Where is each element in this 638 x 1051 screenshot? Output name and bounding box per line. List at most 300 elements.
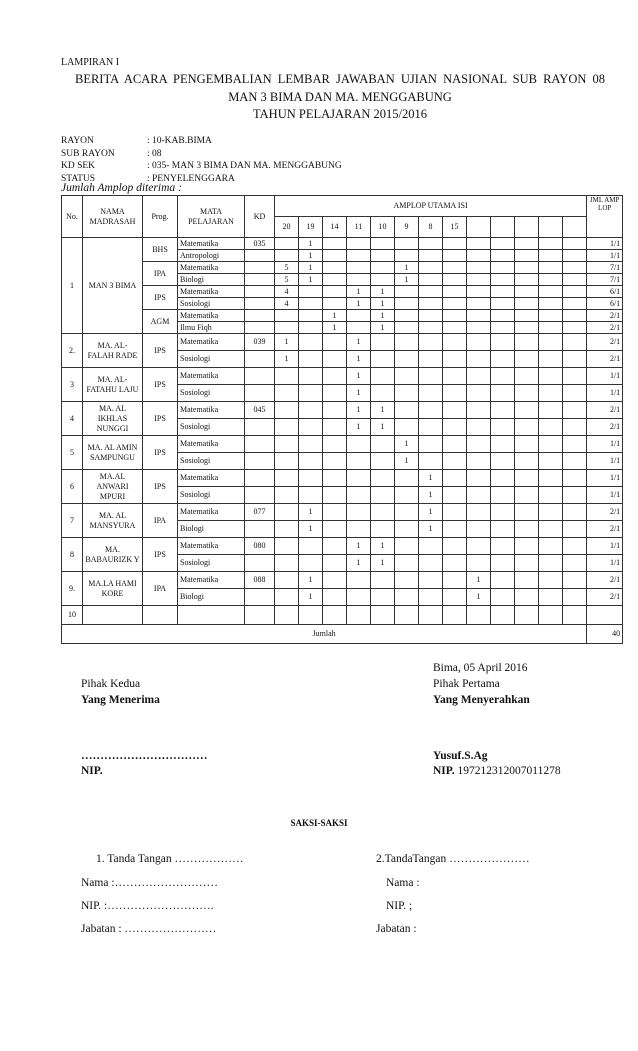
row-value <box>275 385 299 402</box>
row-value <box>323 453 347 470</box>
row-value <box>443 538 467 555</box>
info-value: : 10-KAB.BIMA <box>147 136 212 146</box>
row-value <box>443 589 467 606</box>
row-kd: 045 <box>245 402 275 419</box>
row-value: 1 <box>299 589 323 606</box>
left-signer-name: …………………………… <box>81 750 208 762</box>
row-value: 1 <box>347 334 371 351</box>
row-value <box>563 555 587 572</box>
row-value <box>371 238 395 250</box>
row-kd: 080 <box>245 538 275 555</box>
row-mapel: Matematika <box>178 368 245 385</box>
row-value <box>395 521 419 538</box>
row-madrasah: MA. AL IKHLAS NUNGGI <box>83 402 143 436</box>
empty-cell <box>563 606 587 625</box>
row-no: 9. <box>62 572 83 606</box>
row-value <box>419 385 443 402</box>
row-value <box>467 436 491 453</box>
row-value <box>467 504 491 521</box>
row-value: 1 <box>347 368 371 385</box>
row-value <box>515 298 539 310</box>
row-value: 1 <box>467 589 491 606</box>
info-row <box>61 148 342 161</box>
row-value <box>563 402 587 419</box>
header-amplop: AMPLOP UTAMA ISI <box>275 196 587 217</box>
row-value <box>491 453 515 470</box>
row-value <box>563 238 587 250</box>
table-row <box>62 538 623 555</box>
left-signer-nip: NIP. <box>81 765 103 777</box>
row-value <box>443 453 467 470</box>
row-mapel: Sosiologi <box>178 298 245 310</box>
row-value <box>395 298 419 310</box>
row-value <box>275 402 299 419</box>
row-madrasah: MA.LA HAMI KORE <box>83 572 143 606</box>
row-value <box>443 470 467 487</box>
row-value <box>539 521 563 538</box>
row-value <box>347 238 371 250</box>
row-value <box>371 453 395 470</box>
col-header <box>491 217 515 238</box>
row-value <box>491 298 515 310</box>
row-jml: 1/1 <box>587 436 623 453</box>
row-value <box>299 538 323 555</box>
row-value <box>419 419 443 436</box>
row-value <box>539 351 563 368</box>
row-mapel: Sosiologi <box>178 385 245 402</box>
row-value: 1 <box>299 262 323 274</box>
row-value <box>299 487 323 504</box>
row-value <box>539 310 563 322</box>
row-value <box>563 453 587 470</box>
row-value <box>419 274 443 286</box>
row-value <box>419 262 443 274</box>
empty-cell <box>467 606 491 625</box>
row-value: 1 <box>371 286 395 298</box>
row-value: 1 <box>371 538 395 555</box>
row-jml: 1/1 <box>587 385 623 402</box>
empty-cell <box>245 606 275 625</box>
row-value <box>467 521 491 538</box>
row-value <box>395 470 419 487</box>
row-value <box>443 334 467 351</box>
row-value <box>515 453 539 470</box>
row-jml: 2/1 <box>587 504 623 521</box>
row-value <box>419 368 443 385</box>
row-mapel: Matematika <box>178 470 245 487</box>
table-row <box>62 436 623 453</box>
row-jml: 1/1 <box>587 487 623 504</box>
row-value: 1 <box>419 470 443 487</box>
row-value <box>419 589 443 606</box>
row-value <box>443 286 467 298</box>
row-value <box>323 351 347 368</box>
row-value <box>539 368 563 385</box>
row-value <box>299 453 323 470</box>
row-value <box>443 385 467 402</box>
right-nip-value: 197212312007011278 <box>457 765 561 777</box>
row-value <box>275 453 299 470</box>
right-nip-label: NIP. <box>433 765 455 777</box>
row-value <box>467 470 491 487</box>
row-value <box>491 521 515 538</box>
row-value: 1 <box>419 521 443 538</box>
row-kd <box>245 368 275 385</box>
saksi-2-jabatan: Jabatan : <box>376 923 417 935</box>
row-value <box>563 538 587 555</box>
row-value <box>323 274 347 286</box>
header-prog: Prog. <box>143 196 178 238</box>
row-value: 1 <box>347 419 371 436</box>
row-value <box>299 470 323 487</box>
row-value <box>467 538 491 555</box>
row-jml: 1/1 <box>587 368 623 385</box>
row-jml: 1/1 <box>587 538 623 555</box>
row-value <box>491 238 515 250</box>
row-mapel: Sosiologi <box>178 555 245 572</box>
row-value <box>539 322 563 334</box>
row-value: 1 <box>371 402 395 419</box>
row-value <box>539 262 563 274</box>
row-value: 1 <box>299 274 323 286</box>
row-value <box>515 572 539 589</box>
row-value <box>275 470 299 487</box>
row-value <box>419 572 443 589</box>
row-value: 1 <box>347 298 371 310</box>
empty-cell <box>143 606 178 625</box>
row-value <box>491 286 515 298</box>
row-value: 5 <box>275 262 299 274</box>
row-prog: IPS <box>143 436 178 470</box>
saksi-1-nip: NIP. :………………………. <box>81 900 214 912</box>
row-value <box>371 470 395 487</box>
row-value <box>395 334 419 351</box>
row-kd <box>245 250 275 262</box>
empty-cell <box>83 606 143 625</box>
row-value <box>491 351 515 368</box>
row-value <box>467 351 491 368</box>
row-value <box>347 504 371 521</box>
col-header <box>563 217 587 238</box>
row-prog: IPS <box>143 368 178 402</box>
row-value <box>395 385 419 402</box>
row-kd <box>245 453 275 470</box>
row-value <box>419 322 443 334</box>
row-value <box>491 250 515 262</box>
row-value: 1 <box>467 572 491 589</box>
row-value <box>539 298 563 310</box>
row-jml: 1/1 <box>587 453 623 470</box>
empty-cell <box>275 606 299 625</box>
row-value <box>347 262 371 274</box>
row-value: 1 <box>323 310 347 322</box>
row-value <box>491 385 515 402</box>
right-signer-name: Yusuf.S.Ag <box>433 750 488 762</box>
row-kd <box>245 470 275 487</box>
row-value <box>563 250 587 262</box>
row-value <box>467 334 491 351</box>
row-value <box>515 238 539 250</box>
row-value <box>491 262 515 274</box>
row-prog: IPA <box>143 504 178 538</box>
row-value <box>323 555 347 572</box>
row-kd <box>245 385 275 402</box>
row-madrasah: MA. BABAURIZK Y <box>83 538 143 572</box>
row-mapel: Matematika <box>178 402 245 419</box>
row-jml: 2/1 <box>587 589 623 606</box>
row-mapel: Matematika <box>178 538 245 555</box>
empty-cell <box>539 606 563 625</box>
row-prog: BHS <box>143 238 178 262</box>
row-value <box>491 538 515 555</box>
row-value <box>467 555 491 572</box>
table-row <box>62 286 623 298</box>
table-row <box>62 238 623 250</box>
row-jml: 7/1 <box>587 274 623 286</box>
row-value <box>491 419 515 436</box>
row-prog: IPS <box>143 470 178 504</box>
row-value: 1 <box>299 572 323 589</box>
row-value <box>515 402 539 419</box>
row-value <box>395 589 419 606</box>
row-jml: 1/1 <box>587 555 623 572</box>
row-value <box>371 368 395 385</box>
row-value <box>515 521 539 538</box>
empty-cell <box>178 606 245 625</box>
row-value <box>491 487 515 504</box>
row-value <box>323 521 347 538</box>
row-value <box>323 487 347 504</box>
row-value: 4 <box>275 298 299 310</box>
row-value <box>563 521 587 538</box>
row-value <box>467 250 491 262</box>
row-value <box>563 436 587 453</box>
table-row <box>62 368 623 385</box>
row-value <box>323 402 347 419</box>
row-value <box>443 572 467 589</box>
row-value <box>491 470 515 487</box>
col-header: 9 <box>395 217 419 238</box>
row-value <box>491 436 515 453</box>
row-value <box>299 298 323 310</box>
row-value: 1 <box>347 286 371 298</box>
row-value <box>443 310 467 322</box>
col-header: 10 <box>371 217 395 238</box>
col-header: 11 <box>347 217 371 238</box>
row-no: 3 <box>62 368 83 402</box>
row-value <box>275 538 299 555</box>
row-value <box>539 538 563 555</box>
row-value <box>395 538 419 555</box>
row-value <box>323 436 347 453</box>
row-value <box>443 521 467 538</box>
info-label: STATUS <box>61 173 96 184</box>
row-value <box>467 385 491 402</box>
table-row <box>62 402 623 419</box>
row-value <box>467 238 491 250</box>
row-value <box>563 572 587 589</box>
row-value <box>515 274 539 286</box>
row-value <box>299 322 323 334</box>
row-value <box>515 436 539 453</box>
row-value <box>323 504 347 521</box>
document-subtitle: MAN 3 BIMA DAN MA. MENGGABUNG <box>228 90 452 104</box>
row-value <box>275 250 299 262</box>
row-value <box>419 555 443 572</box>
row-value <box>371 250 395 262</box>
row-value <box>539 385 563 402</box>
row-value: 1 <box>299 250 323 262</box>
row-value <box>467 274 491 286</box>
info-value: : 08 <box>147 148 162 159</box>
row-value <box>395 368 419 385</box>
row-value <box>299 351 323 368</box>
row-value <box>371 572 395 589</box>
row-value: 1 <box>395 262 419 274</box>
row-madrasah: MA. AL MANSYURA <box>83 504 143 538</box>
row-value <box>275 322 299 334</box>
table-row <box>62 606 623 625</box>
info-value: : PENYELENGGARA <box>147 173 235 184</box>
row-value <box>419 298 443 310</box>
row-value <box>323 589 347 606</box>
row-value <box>323 368 347 385</box>
row-value <box>491 274 515 286</box>
left-title: Yang Menerima <box>81 694 160 706</box>
total-row <box>62 625 623 644</box>
row-value <box>275 238 299 250</box>
row-kd: 088 <box>245 572 275 589</box>
row-value <box>299 555 323 572</box>
header-nama: NAMA MADRASAH <box>83 196 143 238</box>
row-value <box>419 286 443 298</box>
row-value <box>515 555 539 572</box>
row-value <box>347 589 371 606</box>
saksi-2-nip: NIP. ; <box>386 900 413 912</box>
table-header-row <box>62 196 623 217</box>
empty-cell <box>419 606 443 625</box>
row-value <box>515 322 539 334</box>
row-kd <box>245 262 275 274</box>
row-value <box>515 310 539 322</box>
saksi-2-nama: Nama : <box>386 877 420 889</box>
row-value <box>539 453 563 470</box>
row-value <box>347 521 371 538</box>
saksi-2-ttd: 2.TandaTangan ………………… <box>376 853 530 865</box>
row-kd <box>245 310 275 322</box>
table-row <box>62 504 623 521</box>
empty-cell <box>371 606 395 625</box>
info-row <box>61 160 342 173</box>
row-value <box>275 310 299 322</box>
row-value <box>299 436 323 453</box>
row-kd: 039 <box>245 334 275 351</box>
row-value <box>395 322 419 334</box>
row-value <box>371 334 395 351</box>
row-value <box>515 250 539 262</box>
place-date: Bima, 05 April 2016 <box>433 662 528 674</box>
row-value <box>299 334 323 351</box>
row-value <box>419 250 443 262</box>
empty-cell <box>347 606 371 625</box>
row-value: 1 <box>419 487 443 504</box>
row-value: 1 <box>299 521 323 538</box>
row-no: 5 <box>62 436 83 470</box>
row-madrasah: MA. AL-FATAHU LAJU <box>83 368 143 402</box>
row-value <box>371 274 395 286</box>
header-kd: KD <box>245 196 275 238</box>
row-value <box>443 419 467 436</box>
row-prog: IPS <box>143 402 178 436</box>
row-value <box>491 402 515 419</box>
row-value <box>347 470 371 487</box>
row-value <box>323 385 347 402</box>
row-value <box>443 487 467 504</box>
row-value <box>515 487 539 504</box>
row-value: 1 <box>395 274 419 286</box>
row-value <box>323 572 347 589</box>
row-value <box>347 487 371 504</box>
row-no: 6 <box>62 470 83 504</box>
row-mapel: Matematika <box>178 310 245 322</box>
empty-cell <box>443 606 467 625</box>
row-value <box>539 274 563 286</box>
row-value <box>515 334 539 351</box>
row-value <box>419 310 443 322</box>
row-value <box>515 351 539 368</box>
row-value <box>395 402 419 419</box>
row-prog: AGM <box>143 310 178 334</box>
empty-cell <box>323 606 347 625</box>
row-value: 5 <box>275 274 299 286</box>
academic-year: TAHUN PELAJARAN 2015/2016 <box>253 107 427 121</box>
saksi-1-jabatan: Jabatan : …………………… <box>81 923 217 935</box>
row-value <box>467 298 491 310</box>
row-value <box>395 238 419 250</box>
row-value: 1 <box>419 504 443 521</box>
row-value: 1 <box>371 298 395 310</box>
row-value <box>563 322 587 334</box>
row-value <box>539 250 563 262</box>
row-value: 1 <box>347 385 371 402</box>
row-value <box>563 351 587 368</box>
row-value <box>299 402 323 419</box>
row-value <box>539 436 563 453</box>
row-jml: 2/1 <box>587 521 623 538</box>
row-value <box>491 504 515 521</box>
row-jml: 1/1 <box>587 470 623 487</box>
row-madrasah: MA. AL-FALAH RADE <box>83 334 143 368</box>
row-value <box>563 589 587 606</box>
row-value <box>275 504 299 521</box>
right-role: Pihak Pertama <box>433 678 500 690</box>
row-value: 1 <box>347 351 371 368</box>
row-value <box>491 555 515 572</box>
right-signer-nip <box>433 765 561 777</box>
row-value <box>443 250 467 262</box>
info-label: RAYON <box>61 136 94 146</box>
col-header: 20 <box>275 217 299 238</box>
row-value <box>563 504 587 521</box>
row-kd <box>245 521 275 538</box>
row-prog: IPA <box>143 572 178 606</box>
row-value <box>395 555 419 572</box>
row-value <box>491 572 515 589</box>
row-value <box>539 402 563 419</box>
col-header: 14 <box>323 217 347 238</box>
row-value <box>539 555 563 572</box>
row-mapel: Antropologi <box>178 250 245 262</box>
